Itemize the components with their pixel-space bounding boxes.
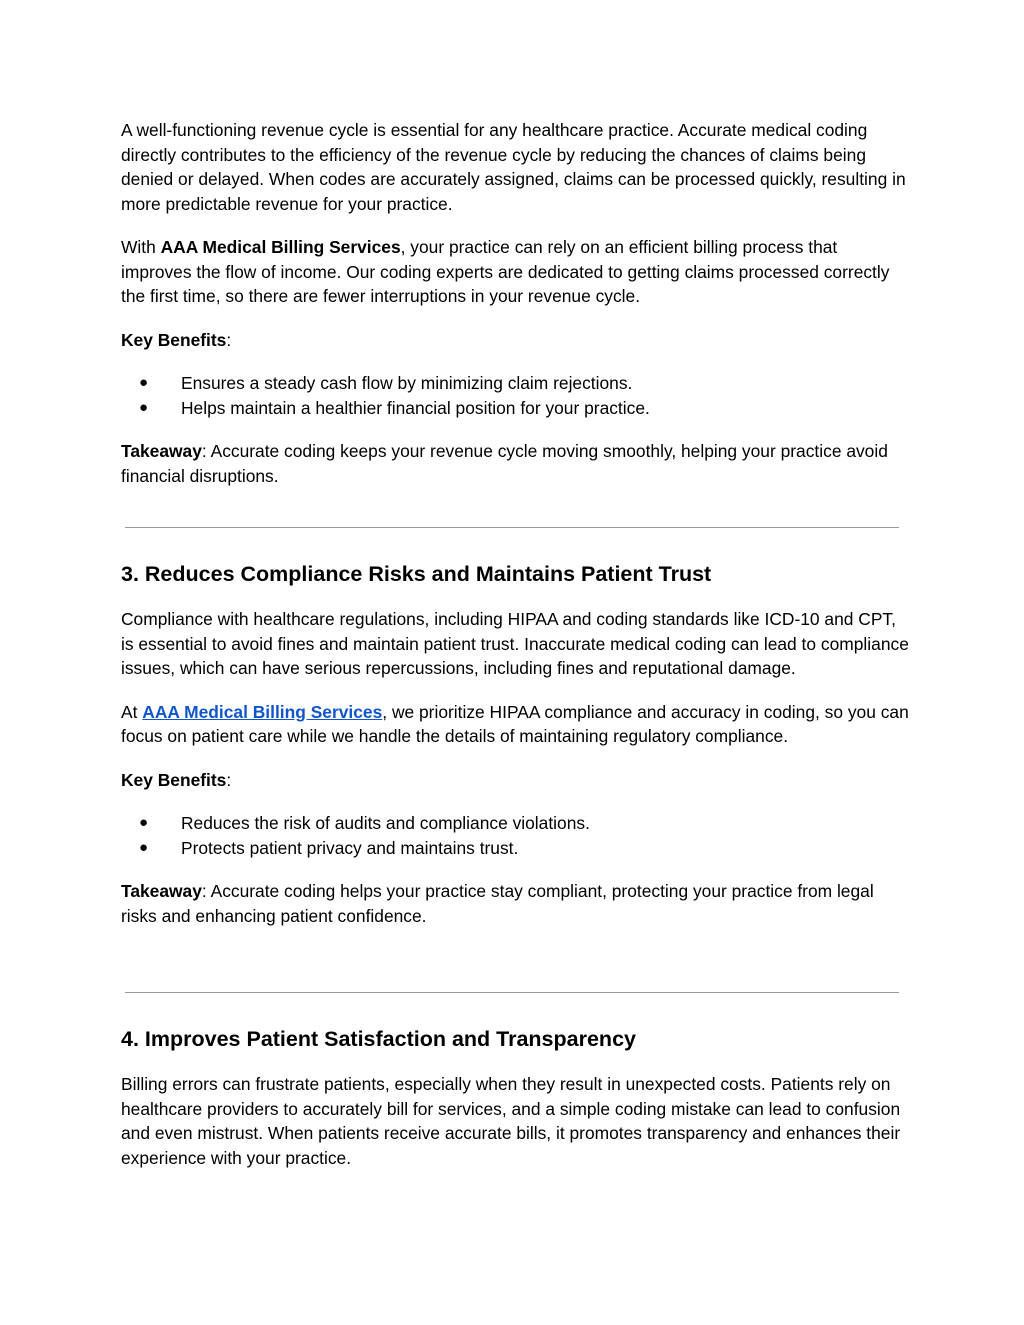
section-revenue-cycle xyxy=(121,118,911,488)
paragraph: A well-functioning revenue cycle is essential for any healthcare practice. Accurate medical coding directly contributes to the efficiency of the revenue cycle by reducing the chances of claims being denied or delayed. When codes are accurately assigned, claims can be processed quickly, resulting in more predictable revenue for your practice. xyxy=(121,120,906,214)
aaa-medical-billing-link[interactable]: AAA Medical Billing Services xyxy=(142,701,383,722)
text-span: With xyxy=(121,237,161,257)
takeaway xyxy=(121,439,911,488)
paragraph: Compliance with healthcare regulations, including HIPAA and coding standards like ICD-10 and CPT, is essential to avoid fines and maintain patient trust. Inaccurate medical coding can lead to compliance issues, which can have serious repercussions, including fines and reputational damage. xyxy=(121,609,909,678)
text-span: , your practice can rely on an efficient billing process that improves the flow of income. Our coding experts are dedicated to getting claims processed correctly the first time, so there are fewer interruptions in your revenue cycle. xyxy=(121,237,890,306)
bold-text: Takeaway xyxy=(121,441,202,461)
list-item xyxy=(121,811,911,836)
list-item xyxy=(121,836,911,861)
bullet-icon: ● xyxy=(139,398,149,416)
list-item-text: Protects patient privacy and maintains trust. xyxy=(181,837,519,858)
section-heading: 3. Reduces Compliance Risks and Maintains Patient Trust xyxy=(121,562,712,586)
key-benefits-label xyxy=(121,328,911,353)
bullet-list xyxy=(121,371,911,420)
list-item-text: Helps maintain a healthier financial position for your practice. xyxy=(181,397,650,418)
bullet-list xyxy=(121,811,911,860)
text-span: : Accurate coding keeps your revenue cycle moving smoothly, helping your practice avoid financial disruptions. xyxy=(121,441,888,486)
text-span: : xyxy=(226,769,232,790)
text-span: : Accurate coding helps your practice stay compliant, protecting your practice from legal risks and enhancing patient confidence. xyxy=(121,881,874,926)
bold-text: Key Benefits xyxy=(121,769,227,790)
key-benefits-label xyxy=(121,768,911,793)
list-item-text: Reduces the risk of audits and compliance violations. xyxy=(181,813,590,833)
bold-text: AAA Medical Billing Services xyxy=(160,237,401,257)
bullet-icon: ● xyxy=(139,374,149,391)
section-patient-satisfaction xyxy=(121,1025,911,1170)
takeaway xyxy=(121,879,911,928)
bold-text: Takeaway xyxy=(121,881,202,901)
list-item xyxy=(121,396,911,421)
paragraph: Billing errors can frustrate patients, especially when they result in unexpected costs. Patients rely on healthcare providers to accurately bill for services, and a simple coding mistake can lead to confusion and even mistrust. When patients receive accurate bills, it promotes transparency and enhances their experience with your practice. xyxy=(121,1074,901,1168)
list-item-text: Ensures a steady cash flow by minimizing claim rejections. xyxy=(181,373,633,393)
bullet-icon: ● xyxy=(139,814,149,831)
bold-text: Key Benefits xyxy=(121,329,227,350)
text-span: , we prioritize HIPAA compliance and accuracy in coding, so you can focus on patient care while we handle the details of maintaining regulatory compliance. xyxy=(121,701,909,746)
text-span: At xyxy=(121,701,143,722)
paragraph xyxy=(121,700,911,749)
section-heading: 4. Improves Patient Satisfaction and Transparency xyxy=(121,1027,636,1051)
list-item xyxy=(121,371,911,396)
paragraph xyxy=(121,235,911,309)
horizontal-divider xyxy=(125,992,899,993)
bullet-icon: ● xyxy=(139,838,149,856)
section-compliance xyxy=(121,560,911,928)
text-span: : xyxy=(226,329,232,350)
horizontal-divider xyxy=(125,527,899,528)
